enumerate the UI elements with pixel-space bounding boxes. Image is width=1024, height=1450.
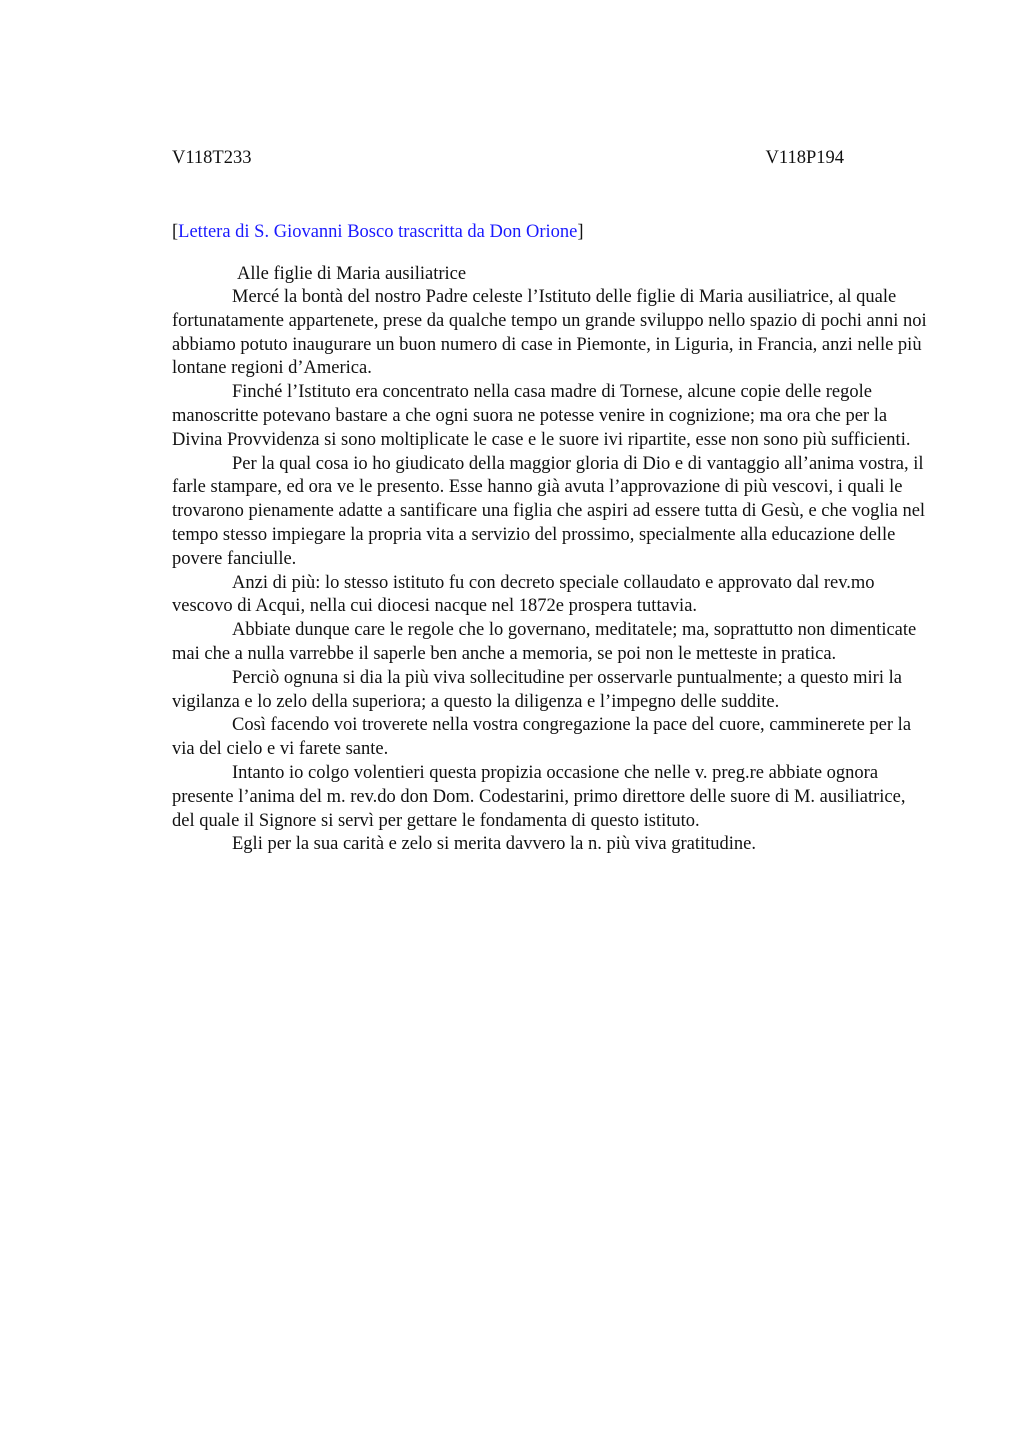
paragraph: Intanto io colgo volentieri questa propizia occasione che nelle v. preg.re abbiate ognora presente l’anima del m. rev.do don Dom. Codestarini, primo direttore delle suore di M. ausiliatrice, del quale il Signore si servì per gettare le fondamenta di questo istituto. (172, 762, 906, 831)
right-code: V118P194 (765, 148, 844, 168)
left-code: V118T233 (172, 148, 252, 168)
paragraph: Finché l’Istituto era concentrato nella casa madre di Tornese, alcune copie delle regole manoscritte potevano bastare a che ogni suora ne potesse venire in cognizione; ma ora che per la Divina Provvidenza si sono moltiplicate le case e le suore ivi ripartite, esse non sono più sufficienti. (172, 382, 911, 450)
paragraph: Anzi di più: lo stesso istituto fu con decreto speciale collaudato e approvato dal rev.mo vescovo di Acqui, nella cui diocesi nacque nel 1872e prospera tuttavia. (172, 572, 875, 617)
paragraph: Per la qual cosa io ho giudicato della maggior gloria di Dio e di vantaggio all’anima vostra, il farle stampare, ed ora ve le presento. Esse hanno già avuta l’approvazione di più vescovi, i quali le trovarono pienamente adatte a santificare una figlia che aspiri ad essere tutta di Gesù, e che voglia nel tempo stesso impiegare la propria vita a servizio del prossimo, specialmente alla educazione delle povere fanciulle. (172, 453, 926, 569)
title-text: Lettera di S. Giovanni Bosco trascritta da Don Orione (178, 222, 578, 242)
document-header (172, 146, 844, 170)
paragraph: Abbiate dunque care le regole che lo governano, meditatele; ma, soprattutto non dimenticate mai che a nulla varrebbe il saperle ben anche a memoria, se poi non le metteste in pratica. (172, 620, 917, 664)
paragraph: Mercé la bontà del nostro Padre celeste l’Istituto delle figlie di Maria ausiliatrice, al quale fortunatamente appartenete, prese da qualche tempo un grande sviluppo nello spazio di pochi anni noi abbiamo potuto inaugurare un buon numero di case in Piemonte, in Liguria, in Francia, anzi nelle più lontane regioni d’America. (172, 287, 927, 379)
title-open-bracket: [ (172, 222, 179, 242)
document-page (172, 146, 928, 857)
paragraph: Egli per la sua carità e zelo si merita davvero la n. più viva gratitudine. (232, 834, 756, 855)
document-title (172, 220, 928, 244)
title-close-bracket: ] (577, 222, 584, 242)
paragraph: Perciò ognuna si dia la più viva sollecitudine per osservarle puntualmente; a questo miri la vigilanza e lo zelo della superiora; a questo la diligenza e l’impegno delle suddite. (172, 667, 902, 712)
paragraph: Così facendo voi troverete nella vostra congregazione la pace del cuore, camminerete per la via del cielo e vi farete sante. (172, 715, 912, 760)
salutation: Alle figlie di Maria ausiliatrice (237, 264, 467, 284)
letter-body (172, 286, 928, 857)
